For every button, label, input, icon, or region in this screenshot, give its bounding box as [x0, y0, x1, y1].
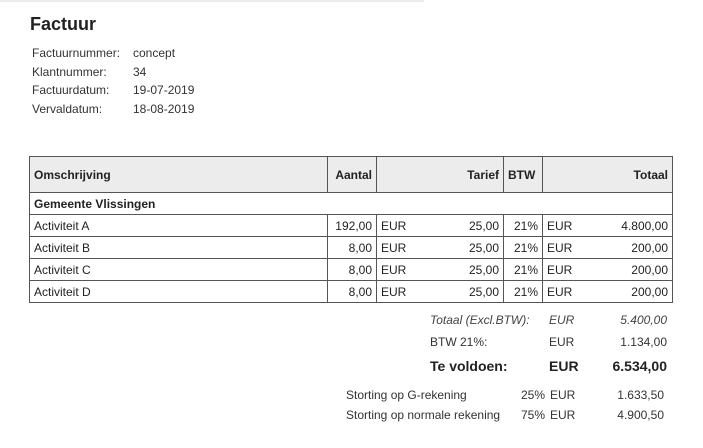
meta-invoice-number: [32, 44, 194, 63]
row-description: Activiteit C: [30, 259, 328, 281]
invoice-table: [29, 156, 673, 303]
row-total: 200,00: [573, 237, 673, 259]
row-rate-currency: EUR: [377, 259, 415, 281]
table-header-row: [30, 157, 673, 193]
due-label: Te voldoen:: [430, 358, 508, 374]
deposit-percent: 25%: [521, 388, 546, 402]
row-total-currency: EUR: [543, 259, 573, 281]
table-row: [30, 259, 673, 281]
subtotal-label: Totaal (Excl.BTW):: [430, 313, 530, 327]
vat-value: 1.134,00: [620, 335, 667, 349]
row-rate-currency: EUR: [377, 281, 415, 303]
group-label: Gemeente Vlissingen: [30, 193, 673, 215]
row-rate-currency: EUR: [377, 237, 415, 259]
header-rate-currency: [377, 157, 415, 193]
header-total-currency: [543, 157, 573, 193]
subtotal-value: 5.400,00: [620, 313, 667, 327]
row-quantity: 8,00: [328, 237, 377, 259]
meta-value: 18-08-2019: [133, 101, 195, 116]
subtotal-currency: EUR: [549, 313, 575, 327]
row-rate: 25,00: [415, 259, 504, 281]
row-quantity: 192,00: [328, 215, 377, 237]
meta-label: Factuurnummer:: [32, 46, 121, 60]
meta-label: Factuurdatum:: [32, 83, 110, 97]
row-quantity: 8,00: [328, 281, 377, 303]
meta-customer-number: [32, 63, 194, 82]
deposit-currency: EUR: [550, 408, 576, 422]
group-row: [30, 193, 673, 215]
invoice-meta: [32, 44, 194, 118]
row-total-currency: EUR: [543, 281, 573, 303]
table-row: [30, 281, 673, 303]
header-rate: Tarief: [415, 157, 504, 193]
row-total-currency: EUR: [543, 237, 573, 259]
meta-value: 19-07-2019: [133, 83, 195, 97]
meta-label: Klantnummer:: [32, 64, 107, 79]
header-description: Omschrijving: [30, 157, 328, 193]
row-total-currency: EUR: [543, 215, 573, 237]
row-description: Activiteit D: [30, 281, 328, 303]
row-rate-currency: EUR: [377, 215, 415, 237]
top-divider: [0, 0, 424, 2]
meta-label: Vervaldatum:: [32, 101, 103, 116]
deposit-currency: EUR: [550, 388, 576, 402]
deposit-value: 4.900,50: [617, 408, 664, 422]
due-currency: EUR: [549, 358, 579, 374]
meta-value: 34: [133, 64, 147, 79]
header-quantity: Aantal: [328, 157, 377, 193]
header-vat: BTW: [504, 157, 543, 193]
deposit-label: Storting op G-rekening: [346, 388, 467, 402]
deposit-value: 1.633,50: [617, 388, 664, 402]
row-rate: 25,00: [415, 215, 504, 237]
row-vat: 21%: [504, 281, 543, 303]
table-row: [30, 237, 673, 259]
row-total: 200,00: [573, 281, 673, 303]
header-total: Totaal: [573, 157, 673, 193]
vat-currency: EUR: [549, 335, 575, 349]
row-vat: 21%: [504, 237, 543, 259]
row-description: Activiteit A: [30, 215, 328, 237]
row-rate: 25,00: [415, 281, 504, 303]
table-row: [30, 215, 673, 237]
deposit-percent: 75%: [521, 408, 546, 422]
row-rate: 25,00: [415, 237, 504, 259]
row-description: Activiteit B: [30, 237, 328, 259]
deposit-label: Storting op normale rekening: [346, 408, 501, 422]
invoice-title: Factuur: [30, 14, 97, 34]
row-total: 200,00: [573, 259, 673, 281]
row-total: 4.800,00: [573, 215, 673, 237]
meta-invoice-date: [32, 81, 194, 100]
due-value: 6.534,00: [612, 358, 667, 374]
meta-value: concept: [133, 46, 176, 60]
row-quantity: 8,00: [328, 259, 377, 281]
row-vat: 21%: [504, 259, 543, 281]
meta-due-date: [32, 100, 194, 119]
vat-label: BTW 21%:: [430, 335, 488, 349]
row-vat: 21%: [504, 215, 543, 237]
